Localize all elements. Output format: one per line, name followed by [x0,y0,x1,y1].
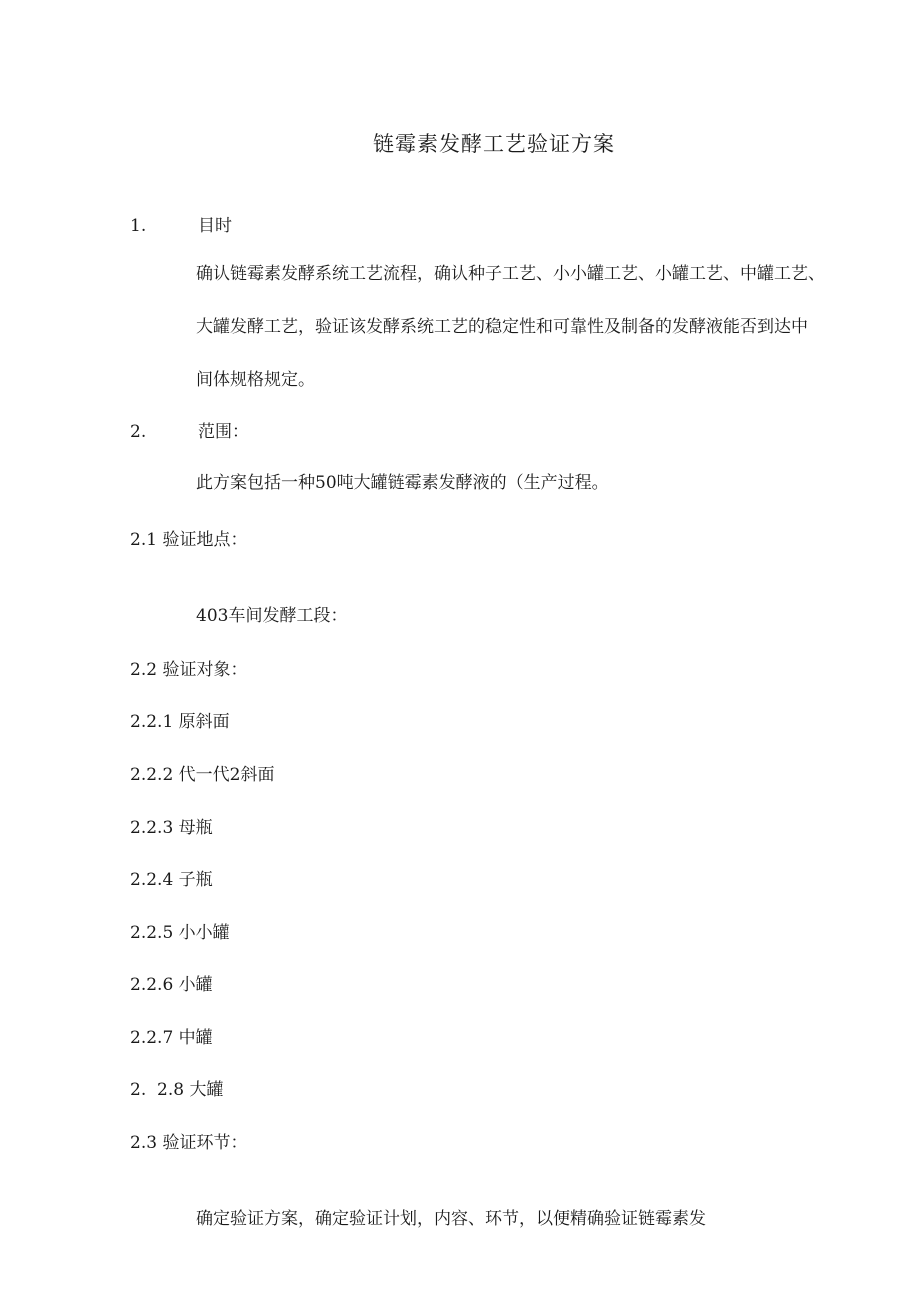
section-2-2-heading: 2.2 验证对象： [130,660,248,680]
section-2-1-heading: 2.1 验证地点： [130,530,248,550]
section-1-number: 1. [130,216,147,236]
list-item: 2.2.5 小小罐 [130,923,230,943]
section-1-heading: 目时 [198,216,232,236]
section-2-1-body: 403车间发酵工段： [196,606,348,626]
list-item: 2.2.6 小罐 [130,975,213,995]
section-2-3-body: 确定验证方案，确定验证计划，内容、环节，以便精确验证链霉素发 [196,1209,706,1229]
section-2-number: 2. [130,422,147,442]
section-2-heading: 范围： [198,422,249,442]
list-item: 2.2.4 子瓶 [130,870,213,890]
list-item: 2.2.1 原斜面 [130,712,230,732]
document-title: 链霉素发酵工艺验证方案 [373,132,615,156]
section-1-body-line-3: 间体规格规定。 [196,370,315,390]
list-item: 2. 2.8 大罐 [130,1080,224,1100]
section-1-body-line-1: 确认链霉素发酵系统工艺流程，确认种子工艺、小小罐工艺、小罐工艺、中罐工艺、 [196,264,825,284]
section-2-3-heading: 2.3 验证环节： [130,1133,248,1153]
section-1-body-line-2: 大罐发酵工艺，验证该发酵系统工艺的稳定性和可靠性及制备的发酵液能否到达中 [196,317,808,337]
list-item: 2.2.2 代一代2斜面 [130,765,275,785]
list-item: 2.2.3 母瓶 [130,818,213,838]
section-2-body: 此方案包括一种50吨大罐链霉素发酵液的（生产过程。 [196,473,609,493]
list-item: 2.2.7 中罐 [130,1028,213,1048]
